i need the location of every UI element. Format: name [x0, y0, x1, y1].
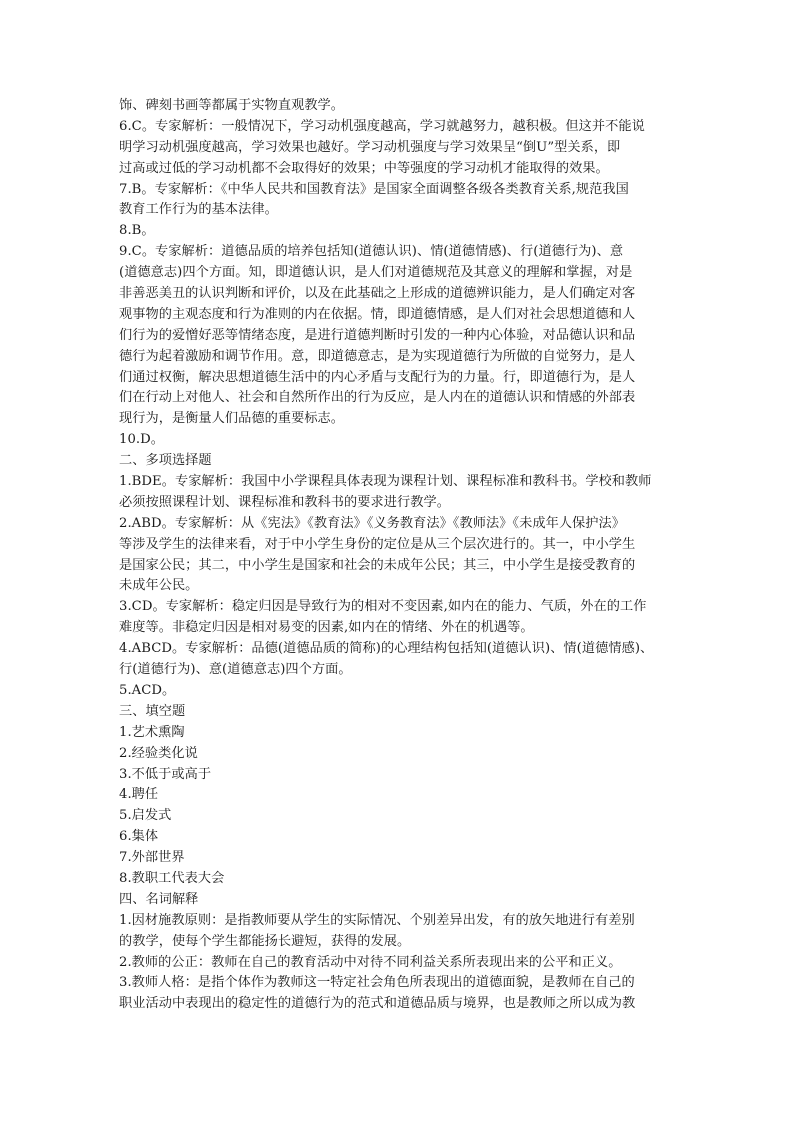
text-line: 职业活动中表现出的稳定性的道德行为的范式和道德品质与境界，也是教师之所以成为教	[119, 996, 636, 1012]
text-line: 明学习动机强度越高，学习效果也越好。学习动机强度与学习效果呈“倒U”型关系，即	[119, 139, 621, 155]
text-line: 二、多项选择题	[119, 453, 212, 469]
text-line: 非善恶美丑的认识判断和评价，以及在此基础之上形成的道德辨识能力，是人们确定对客	[119, 286, 636, 302]
text-line: 5.启发式	[119, 808, 172, 824]
text-line: 是国家公民；其二，中小学生是国家和社会的未成年公民；其三，中小学生是接受教育的	[119, 557, 636, 573]
text-line: 4.ABCD。专家解析：品德(道德品质的简称)的心理结构包括知(道德认识)、情(道德情感)、	[119, 641, 654, 657]
text-line: 8.教职工代表大会	[119, 870, 225, 886]
text-line: 未成年公民。	[119, 578, 199, 594]
text-line: 7.B。专家解析：《中华人民共和国教育法》是国家全面调整各级各类教育关系,规范我国	[119, 181, 629, 197]
text-line: 8.B。	[119, 223, 155, 239]
text-line: 1.艺术熏陶	[119, 724, 185, 740]
text-line: 10.D。	[119, 432, 164, 448]
text-line: 必须按照课程计划、课程标准和教科书的要求进行教学。	[119, 494, 450, 510]
text-line: 3.教师人格：是指个体作为教师这一特定社会角色所表现出的道德面貌，是教师在自己的	[119, 975, 635, 991]
text-line: 2.ABD。专家解析：从《宪法》《教育法》《义务教育法》《教师法》《未成年人保护法》	[119, 515, 626, 531]
text-line: 教育工作行为的基本法律。	[119, 202, 278, 218]
text-line: 6.集体	[119, 829, 159, 845]
text-line: 7.外部世界	[119, 850, 185, 866]
text-line: 5.ACD。	[119, 682, 176, 698]
text-line: 四、名词解释	[119, 891, 199, 907]
document-page	[119, 96, 677, 1015]
text-line: (道德意志)四个方面。知，即道德认识，是人们对道德规范及其意义的理解和掌握，对是	[119, 265, 633, 281]
text-line: 观事物的主观态度和行为准则的内在依据。情，即道德情感，是人们对社会思想道德和人	[119, 306, 636, 322]
text-line: 1.BDE。专家解析：我国中小学课程具体表现为课程计划、课程标准和教科书。学校和教师	[119, 474, 652, 490]
text-line: 行(道德行为)、意(道德意志)四个方面。	[119, 662, 352, 678]
text-line: 们在行动上对他人、社会和自然所作出的行为反应，是人内在的道德认识和情感的外部表	[119, 390, 636, 406]
text-line: 9.C。专家解析：道德品质的培养包括知(道德认识)、情(道德情感)、行(道德行为)、意	[119, 244, 624, 260]
text-line: 难度等。非稳定归因是相对易变的因素,如内在的情绪、外在的机遇等。	[119, 620, 534, 636]
text-line: 饰、碑刻书画等都属于实物直观教学。	[119, 98, 345, 113]
text-line: 们行为的爱憎好恶等情绪态度，是进行道德判断时引发的一种内心体验，对品德认识和品	[119, 327, 636, 343]
text-line: 2.教师的公正：教师在自己的教育活动中对待不同利益关系所表现出来的公平和正义。	[119, 954, 622, 970]
text-line: 3.CD。专家解析：稳定归因是导致行为的相对不变因素,如内在的能力、气质，外在的工作	[119, 599, 647, 615]
text-line: 三、填空题	[119, 703, 186, 719]
text-line: 们通过权衡，解决思想道德生活中的内心矛盾与支配行为的力量。行，即道德行为，是人	[119, 369, 636, 385]
text-line: 2.经验类化说	[119, 745, 198, 761]
text-line: 1.因材施教原则：是指教师要从学生的实际情况、个别差异出发，有的放矢地进行有差别	[119, 912, 635, 928]
text-line: 等涉及学生的法律来看，对于中小学生身份的定位是从三个层次进行的。其一，中小学生	[119, 536, 636, 552]
text-line: 现行为，是衡量人们品德的重要标志。	[119, 411, 345, 427]
text-line: 3.不低于或高于	[119, 766, 212, 782]
text-line: 6.C。专家解析：一般情况下，学习动机强度越高，学习就越努力，越积极。但这并不能说	[119, 118, 645, 134]
text-line: 德行为起着激励和调节作用。意，即道德意志，是为实现道德行为所做的自觉努力，是人	[119, 348, 636, 364]
text-line: 过高或过低的学习动机都不会取得好的效果；中等强度的学习动机才能取得的效果。	[119, 160, 609, 176]
text-line: 的教学，使每个学生都能扬长避短，获得的发展。	[119, 933, 411, 949]
text-line: 4.聘任	[119, 787, 159, 803]
